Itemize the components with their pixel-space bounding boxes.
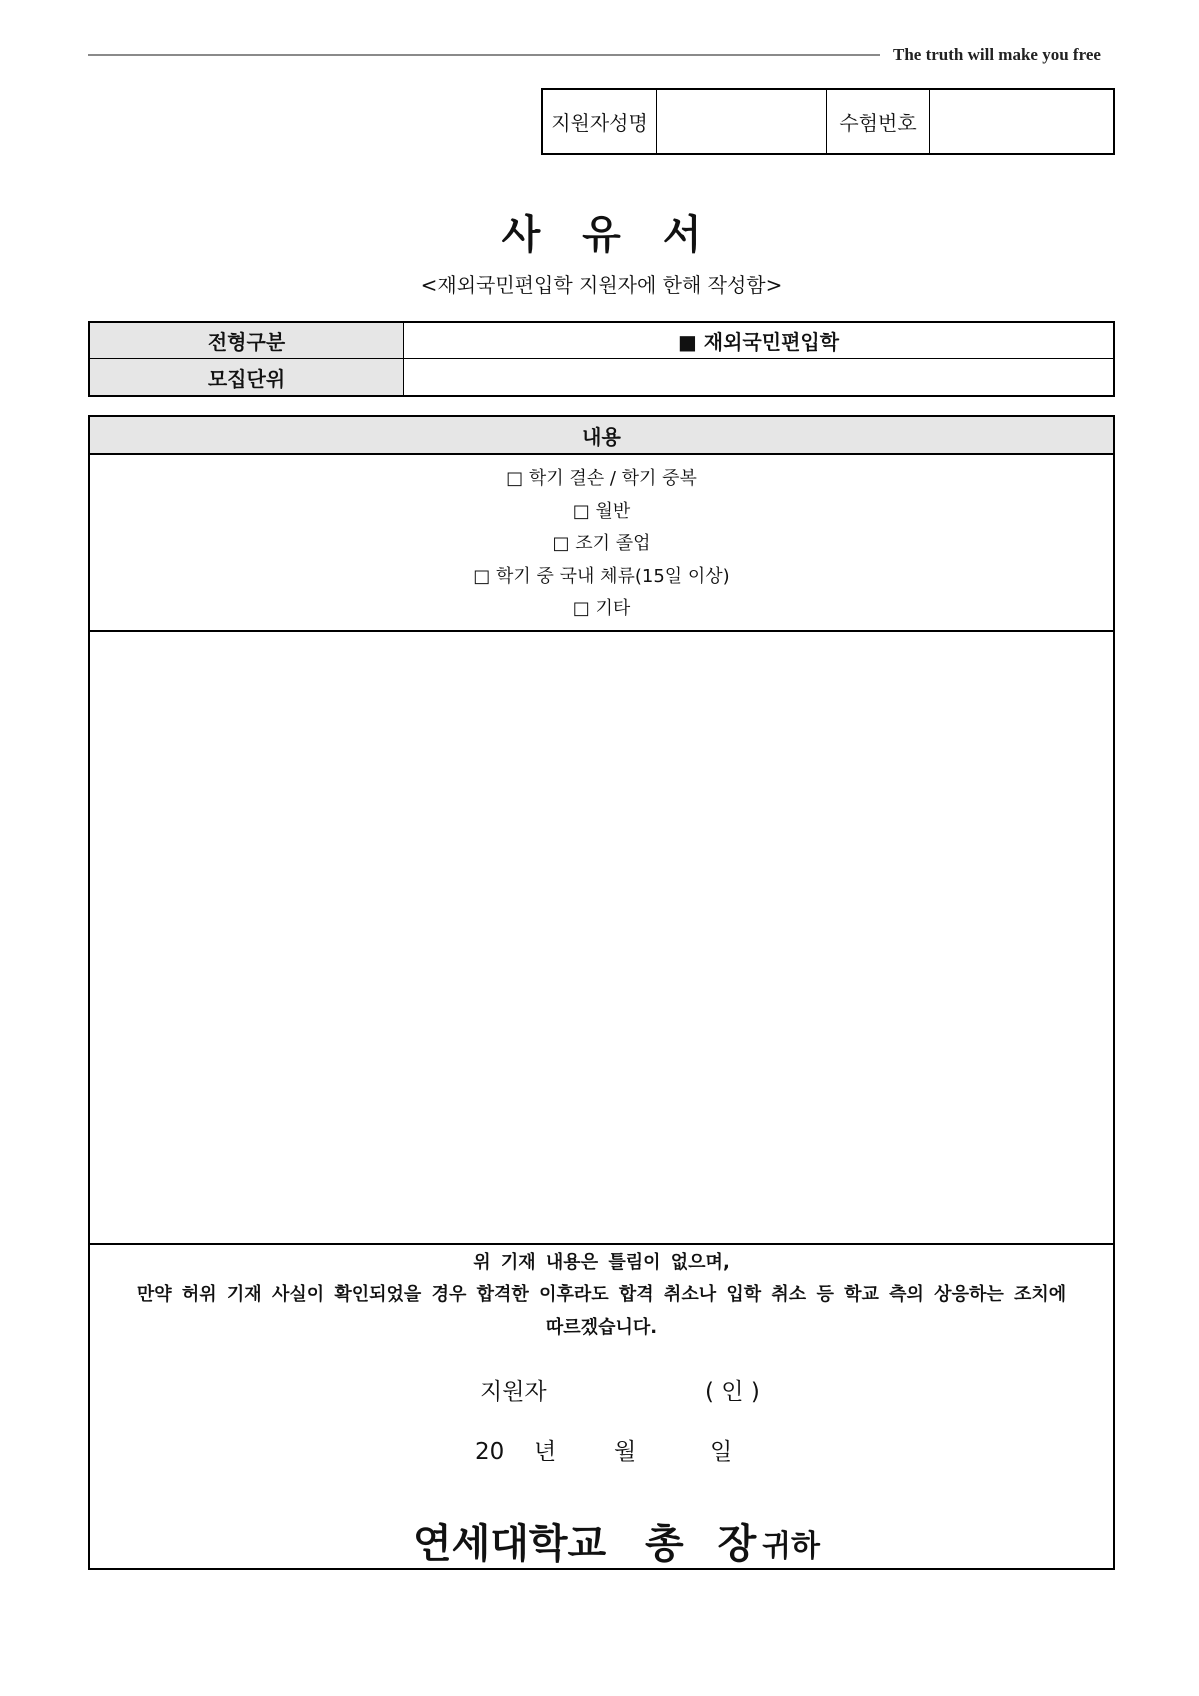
content-table: [88, 415, 1115, 1570]
applicant-signature-label: 지원자: [480, 1379, 547, 1405]
admission-type-row: [90, 323, 1113, 359]
document-title: 사 유 서: [501, 212, 716, 258]
declaration-section: [90, 1245, 1113, 1568]
admission-type-label: 전형구분: [90, 323, 404, 358]
exam-number-field: [930, 90, 1113, 153]
reason-body-area: [90, 632, 1113, 1245]
admission-type-value: ■ 재외국민편입학: [677, 330, 840, 354]
declaration-line-1: 위 기재 내용은 틀림이 없으며,: [473, 1252, 730, 1273]
reason-option-domestic-stay: □ 학기 중 국내 체류(15일 이상): [473, 565, 730, 587]
admission-table: [88, 321, 1115, 397]
date-day-label: 일: [710, 1439, 733, 1465]
recruitment-unit-row: [90, 359, 1113, 395]
declaration-line-3: 따르겠습니다.: [545, 1317, 658, 1338]
date-year-prefix: 20: [475, 1439, 505, 1465]
document-subtitle: <재외국민편입학 지원자에 한해 작성함>: [420, 273, 783, 297]
content-header: 내용: [90, 417, 1113, 455]
header-rule: [88, 54, 880, 56]
motto-text: The truth will make you free: [893, 45, 1101, 64]
recruitment-unit-label: 모집단위: [90, 359, 404, 395]
recruitment-unit-field: [404, 359, 1113, 395]
reason-option-other: □ 기타: [572, 598, 631, 619]
exam-number-label: 수험번호: [827, 90, 930, 153]
reason-option-grade-skip: □ 월반: [572, 500, 631, 522]
seal-label: ( 인 ): [705, 1379, 760, 1405]
reason-option-early-graduation: □ 조기 졸업: [552, 533, 651, 554]
president-title: 총 장: [645, 1521, 767, 1567]
reason-options: [90, 455, 1113, 632]
date-year-label: 년: [534, 1439, 557, 1465]
declaration-line-2: 만약 허위 기재 사실이 확인되었을 경우 합격한 이후라도 합격 취소나 입학 취소 등 학교 측의 상응하는 조치에: [136, 1284, 1067, 1305]
applicant-name-label: 지원자성명: [543, 90, 657, 153]
applicant-name-field: [657, 90, 827, 153]
reason-option-semester-gap: □ 학기 결손 / 학기 중복: [506, 468, 697, 489]
university-name: 연세대학교: [413, 1521, 607, 1567]
applicant-info-box: [541, 88, 1115, 155]
honorific-text: 귀하: [762, 1529, 820, 1564]
date-month-label: 월: [614, 1439, 637, 1465]
